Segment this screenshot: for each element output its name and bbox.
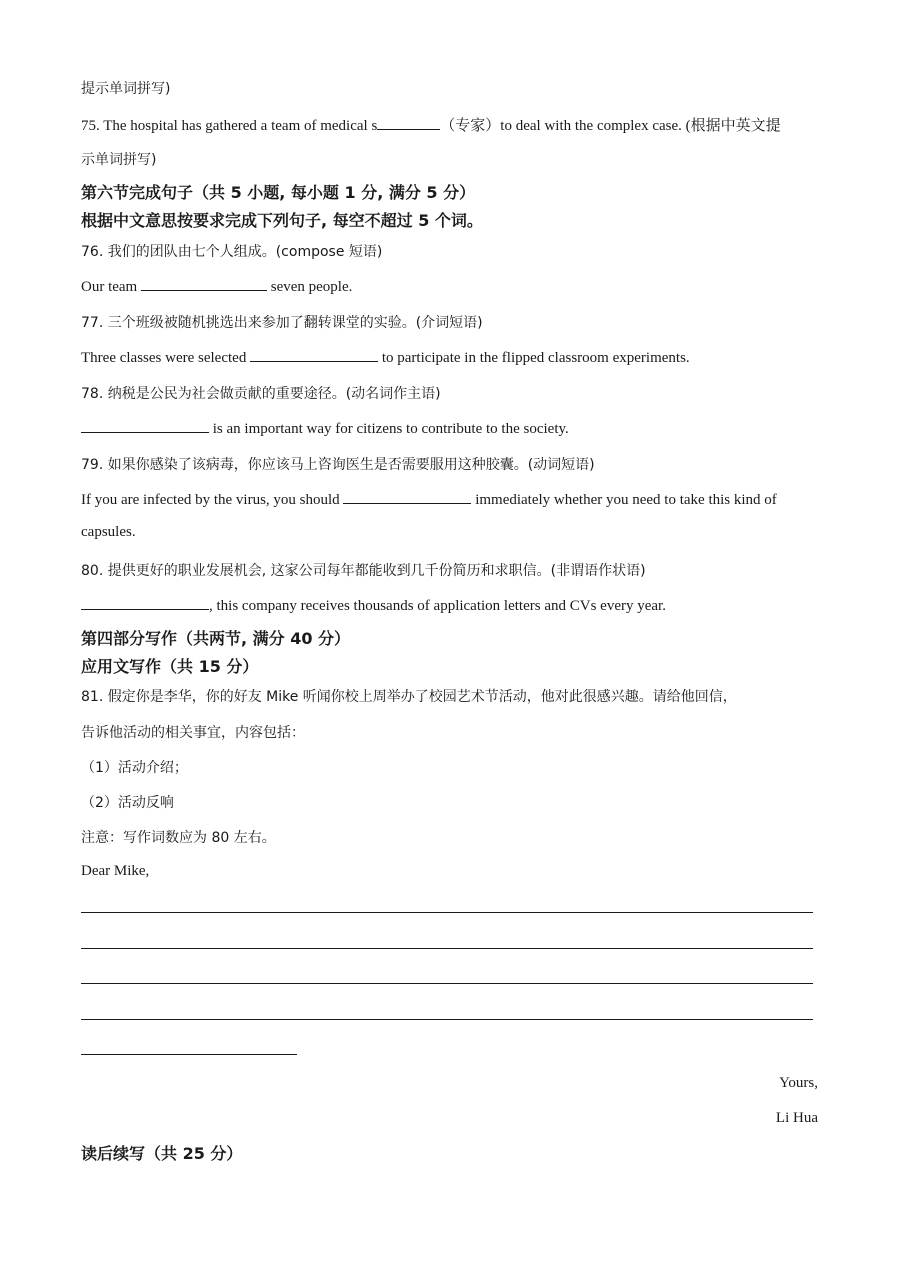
answer-78-text-b: is an important way for citizens to contribute to the society. [212,421,569,437]
letter-greeting: Dear Mike, [81,863,150,879]
writing-line-2[interactable] [81,948,813,949]
section-6-instruction: 根据中文意思按要求完成下列句子, 每空不超过 5 个词。 [81,211,483,230]
continuation-writing-heading: 读后续写（共 25 分） [81,1144,243,1163]
writing-line-5[interactable] [81,1054,297,1055]
answer-line-76 [81,276,352,296]
answer-80-text-b: , this company receives thousands of application letters and CVs every year. [209,598,666,614]
question-75 [81,114,781,135]
question-75-text-b: （专家）to deal with the complex case. (根据中英文提 [440,118,781,134]
question-80: 80. 提供更好的职业发展机会, 这家公司每年都能收到几千份简历和求职信。(非谓语作状语) [81,563,646,579]
answer-79-text-a: If you are infected by the virus, you should [81,492,340,508]
answer-77-text-b: to participate in the flipped classroom experiments. [381,350,690,366]
writing-line-4[interactable] [81,1019,813,1020]
answer-blank-80[interactable] [81,595,209,610]
writing-line-3[interactable] [81,983,813,984]
section-6-heading: 第六节完成句子（共 5 小题, 每小题 1 分, 满分 5 分） [81,183,476,202]
question-76: 76. 我们的团队由七个人组成。(compose 短语) [81,244,383,260]
question-78: 78. 纳税是公民为社会做贡献的重要途径。(动名词作主语) [81,386,441,402]
answer-blank-75[interactable] [377,115,440,130]
question-81-line-1: 81. 假定你是李华，你的好友 Mike 听闻你校上周举办了校园艺术节活动，他对此很感兴趣。请给他回信， [81,689,737,705]
answer-76-text-b: seven people. [270,279,353,295]
point-1: （1）活动介绍； [81,760,188,776]
answer-77-text-a: Three classes were selected [81,350,247,366]
answer-79-text-b: immediately whether you need to take this kind of [475,492,777,508]
answer-blank-79[interactable] [343,489,471,504]
question-74-tail: 提示单词拼写) [81,81,171,97]
question-75-tail: 示单词拼写) [81,152,157,168]
answer-79-tail: capsules. [81,524,136,540]
answer-line-79 [81,489,777,509]
answer-76-text-a: Our team [81,279,138,295]
practical-writing-heading: 应用文写作（共 15 分） [81,657,259,676]
question-75-text-a: 75. The hospital has gathered a team of medical s [81,118,378,134]
letter-signature: Li Hua [775,1110,818,1126]
question-79: 79. 如果你感染了该病毒，你应该马上咨询医生是否需要服用这种胶囊。(动词短语) [81,457,595,473]
answer-blank-76[interactable] [141,276,267,291]
answer-line-77 [81,347,690,367]
answer-blank-78[interactable] [81,418,209,433]
answer-blank-77[interactable] [250,347,378,362]
question-81-line-2: 告诉他活动的相关事宜，内容包括： [81,725,305,741]
word-count-note: 注意：写作词数应为 80 左右。 [81,830,276,846]
answer-line-78 [81,418,569,438]
question-77: 77. 三个班级被随机挑选出来参加了翻转课堂的实验。(介词短语) [81,315,483,331]
part-4-heading: 第四部分写作（共两节, 满分 40 分） [81,629,351,648]
writing-line-1[interactable] [81,912,813,913]
letter-closing: Yours, [779,1075,818,1091]
answer-line-80 [81,595,666,615]
point-2: （2）活动反响 [81,795,174,811]
